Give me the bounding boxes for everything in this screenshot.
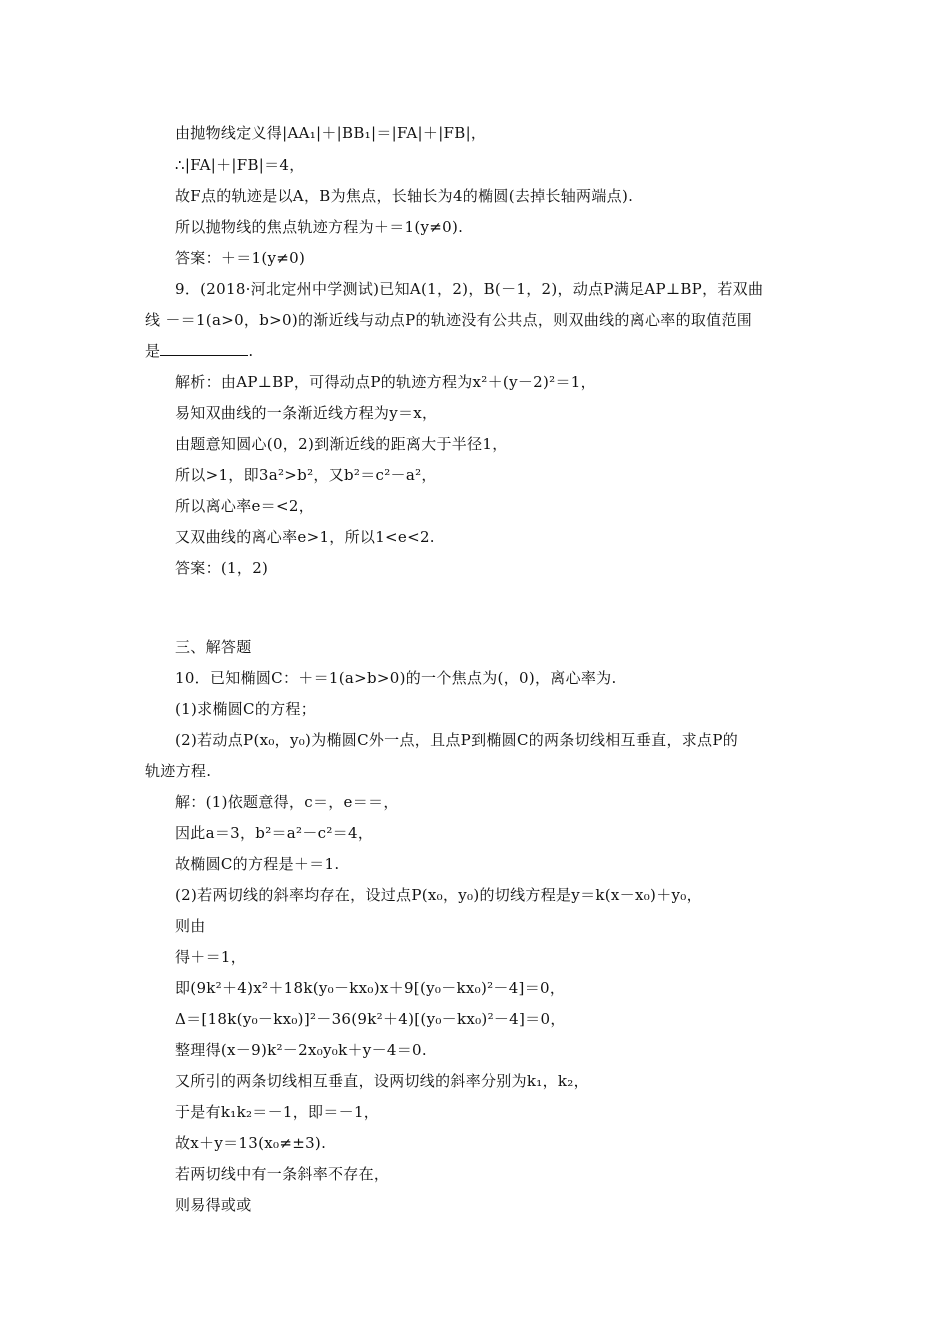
answer-line: 答案：(1，2): [175, 559, 269, 577]
question-9-line: 线 －＝1(a>0，b>0)的渐近线与动点P的轨迹没有公共点，则双曲线的离心率的取值范围: [145, 311, 753, 329]
solution-line: 由题意知圆心(0，2)到渐近线的距离大于半径1，: [175, 435, 508, 453]
solution-line: 又双曲线的离心率e>1，所以1<e<2.: [175, 528, 435, 546]
solution-line: 整理得(x－9)k²－2x₀y₀k＋y－4＝0.: [175, 1041, 427, 1059]
answer-line: 答案：＋＝1(y≠0): [175, 249, 306, 267]
solution-line: 得＋＝1，: [175, 948, 247, 966]
question-10-line: (2)若动点P(x₀，y₀)为椭圆C外一点，且点P到椭圆C的两条切线相互垂直，求点P的: [175, 731, 739, 749]
answer-blank: [160, 341, 248, 356]
text-fragment: .: [248, 342, 254, 360]
question-9-line: 9．(2018·河北定州中学测试)已知A(1，2)，B(－1，2)，动点P满足AP⊥BP，若双曲: [175, 280, 764, 298]
question-10-line: 10．已知椭圆C：＋＝1(a>b>0)的一个焦点为(，0)，离心率为.: [175, 669, 617, 687]
text-line: 由抛物线定义得|AA₁|＋|BB₁|＝|FA|＋|FB|，: [175, 124, 487, 142]
text-line: ∴|FA|＋|FB|＝4，: [175, 156, 305, 174]
solution-line: 于是有k₁k₂＝－1，即＝－1，: [175, 1103, 380, 1121]
solution-line: (2)若两切线的斜率均存在，设过点P(x₀，y₀)的切线方程是y＝k(x－x₀)＋y₀，: [175, 886, 702, 904]
solution-line: 又所引的两条切线相互垂直，设两切线的斜率分别为k₁，k₂，: [175, 1072, 589, 1090]
solution-line: 所以>1，即3a²>b²，又b²＝c²－a²，: [175, 466, 437, 484]
question-9-line: [145, 341, 253, 361]
text-fragment: 是: [145, 342, 161, 360]
solution-line: 则易得或或: [175, 1196, 252, 1214]
text-line: 故F点的轨迹是以A，B为焦点，长轴长为4的椭圆(去掉长轴两端点).: [175, 187, 634, 205]
question-10-line: 轨迹方程.: [145, 762, 212, 780]
solution-line: 即(9k²＋4)x²＋18k(y₀－kx₀)x＋9[(y₀－kx₀)²－4]＝0，: [175, 979, 566, 997]
section-heading: 三、解答题: [175, 638, 252, 656]
solution-line: 则由: [175, 917, 206, 935]
solution-line: 所以离心率e＝<2，: [175, 497, 314, 515]
solution-line: 解：(1)依题意得，c＝，e＝＝，: [175, 793, 399, 811]
text-line: 所以抛物线的焦点轨迹方程为＋＝1(y≠0).: [175, 218, 464, 236]
solution-line: 解析：由AP⊥BP，可得动点P的轨迹方程为x²＋(y－2)²＝1，: [175, 373, 596, 391]
solution-line: Δ＝[18k(y₀－kx₀)]²－36(9k²＋4)[(y₀－kx₀)²－4]＝0，: [175, 1010, 566, 1028]
solution-line: 故椭圆C的方程是＋＝1.: [175, 855, 340, 873]
solution-line: 故x＋y＝13(x₀≠±3).: [175, 1134, 327, 1152]
solution-line: 易知双曲线的一条渐近线方程为y＝x，: [175, 404, 438, 422]
question-10-line: (1)求椭圆C的方程；: [175, 700, 317, 718]
solution-line: 因此a＝3，b²＝a²－c²＝4，: [175, 824, 374, 842]
solution-line: 若两切线中有一条斜率不存在，: [175, 1165, 390, 1183]
